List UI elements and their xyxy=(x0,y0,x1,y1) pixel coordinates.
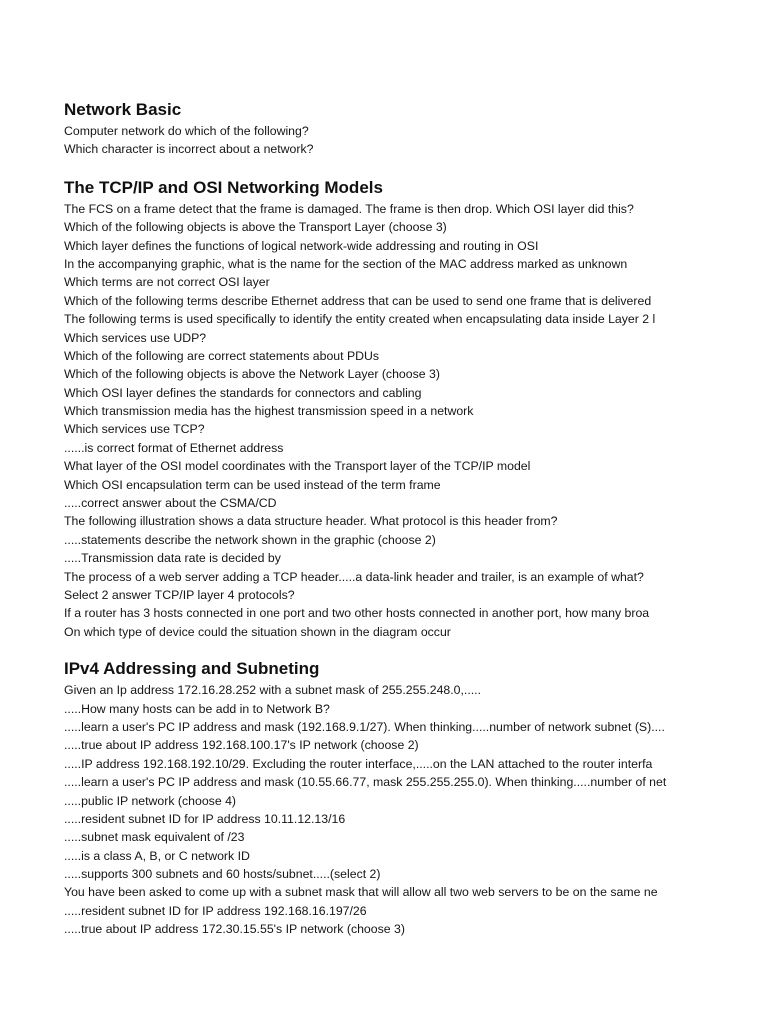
question-line: Which services use UDP? xyxy=(64,330,207,345)
question-line: On which type of device could the situation shown in the diagram occur xyxy=(64,624,451,639)
question-line: .....true about IP address 172.30.15.55's IP network (choose 3) xyxy=(64,922,405,937)
question-line: Which transmission media has the highest transmission speed in a network xyxy=(64,404,474,419)
question-line: .....learn a user's PC IP address and mask (192.168.9.1/27). When thinking.....number of network subnet (S).... xyxy=(64,719,665,734)
question-line: .....true about IP address 192.168.100.17's IP network (choose 2) xyxy=(64,738,419,753)
question-line: .....statements describe the network shown in the graphic (choose 2) xyxy=(64,532,436,547)
question-line: .....public IP network (choose 4) xyxy=(64,793,237,808)
question-line: .....learn a user's PC IP address and mask (10.55.66.77, mask 255.255.255.0). When thinking.....number of net xyxy=(64,775,667,790)
question-line: Which of the following objects is above the Transport Layer (choose 3) xyxy=(64,220,447,235)
question-line: .....resident subnet ID for IP address 192.168.16.197/26 xyxy=(64,903,367,918)
section-spacer xyxy=(64,641,674,657)
question-line: .....correct answer about the CSMA/CD xyxy=(64,496,277,511)
question-line: Which of the following terms describe Ethernet address that can be used to send one frame that is delivered xyxy=(64,293,652,308)
question-line: .....How many hosts can be add in to Network B? xyxy=(64,701,330,716)
question-line: The FCS on a frame detect that the frame is damaged. The frame is then drop. Which OSI layer did this? xyxy=(64,201,634,216)
question-line: .....supports 300 subnets and 60 hosts/subnet.....(select 2) xyxy=(64,867,381,882)
question-line: .....is a class A, B, or C network ID xyxy=(64,848,250,863)
question-line: Given an Ip address 172.16.28.252 with a subnet mask of 255.255.248.0,..... xyxy=(64,683,482,698)
section-title-ipv4-subneting: IPv4 Addressing and Subneting xyxy=(64,659,320,679)
question-line: Which character is incorrect about a network? xyxy=(64,142,314,157)
question-line: Which layer defines the functions of logical network-wide addressing and routing in OSI xyxy=(64,238,539,253)
question-line: .....subnet mask equivalent of /23 xyxy=(64,830,245,845)
question-line: Which OSI layer defines the standards for connectors and cabling xyxy=(64,385,422,400)
question-line: Which of the following objects is above the Network Layer (choose 3) xyxy=(64,367,440,382)
document-page xyxy=(64,98,674,939)
question-line: .....Transmission data rate is decided by xyxy=(64,551,281,566)
question-line: Which of the following are correct statements about PDUs xyxy=(64,348,380,363)
question-line: The process of a web server adding a TCP header.....a data-link header and trailer, is an example of what? xyxy=(64,569,644,584)
question-line: In the accompanying graphic, what is the name for the section of the MAC address marked as unknown xyxy=(64,256,628,271)
question-line: Select 2 answer TCP/IP layer 4 protocols? xyxy=(64,587,295,602)
question-line: What layer of the OSI model coordinates with the Transport layer of the TCP/IP model xyxy=(64,459,531,474)
question-line: ......is correct format of Ethernet address xyxy=(64,440,284,455)
section-title-tcpip-osi: The TCP/IP and OSI Networking Models xyxy=(64,177,383,197)
question-line: You have been asked to come up with a subnet mask that will allow all two web servers to be on the same ne xyxy=(64,885,658,900)
question-line: The following terms is used specifically to identify the entity created when encapsulating data inside Layer 2 l xyxy=(64,312,656,327)
question-line: If a router has 3 hosts connected in one port and two other hosts connected in another port, how many broa xyxy=(64,606,650,621)
question-line: Which terms are not correct OSI layer xyxy=(64,275,270,290)
question-line: .....IP address 192.168.192.10/29. Excluding the router interface,.....on the LAN attached to the router interfa xyxy=(64,756,653,771)
question-line: Which OSI encapsulation term can be used instead of the term frame xyxy=(64,477,441,492)
section-title-network-basic: Network Basic xyxy=(64,100,182,119)
question-line: Which services use TCP? xyxy=(64,422,205,437)
section-spacer xyxy=(64,159,674,176)
question-line: The following illustration shows a data structure header. What protocol is this header from? xyxy=(64,514,558,529)
question-line: Computer network do which of the following? xyxy=(64,124,309,138)
question-line: .....resident subnet ID for IP address 10.11.12.13/16 xyxy=(64,811,346,826)
